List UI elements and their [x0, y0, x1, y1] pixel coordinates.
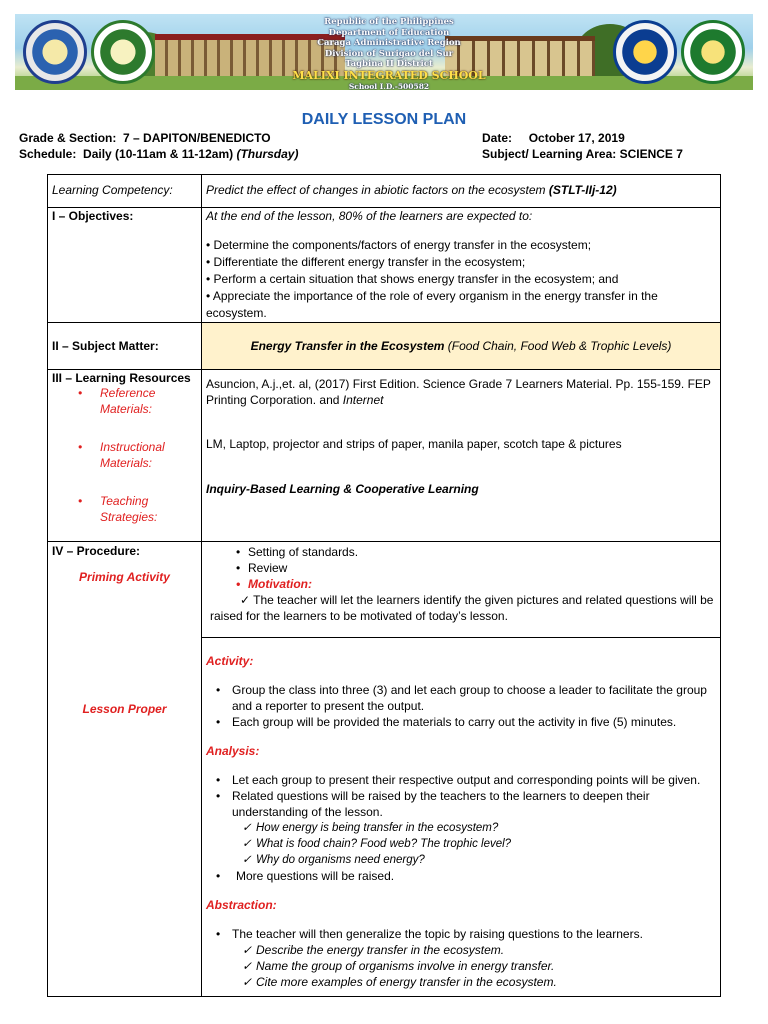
analysis-item: • Related questions will be raised by the teachers to the learners to deepen their understanding of the lesson.: [214, 788, 716, 820]
abstraction-question: ✓ Name the group of organisms involve in energy transfer.: [238, 958, 716, 974]
teaching-text: Inquiry-Based Learning & Cooperative Learning: [206, 482, 479, 496]
resources-row: [48, 370, 721, 542]
objectives-cell: [202, 208, 721, 323]
activity-label: Activity:: [206, 654, 254, 668]
subject-sub: (Food Chain, Food Web & Trophic Levels): [447, 339, 672, 353]
abstraction-label: Abstraction:: [206, 898, 277, 912]
objectives-label: I – Objectives:: [48, 208, 202, 323]
banner-text: [273, 17, 505, 90]
deped-seal-icon: [23, 20, 87, 84]
reference-label: • Reference Materials:: [78, 386, 156, 416]
reference-text: Asuncion, A.j.,et. al, (2017) First Edition. Science Grade 7 Learners Material. Pp. 155-159. FEP Printing Corporation. and Internet: [206, 377, 711, 407]
lesson-proper-label: Lesson Proper: [82, 702, 167, 716]
division-seal-icon: [91, 20, 155, 84]
banner-line: Tagbina II District: [345, 59, 433, 69]
lesson-plan-table: [47, 174, 721, 997]
motivation-text: ✓ The teacher will let the learners identify the given pictures and related questions will be raised for the learners to be motivated of today’s lesson.: [210, 593, 714, 623]
priming-item: • Review: [234, 560, 716, 576]
subject-area-label: Subject/ Learning Area:: [482, 147, 617, 161]
procedure-label-cell: [48, 542, 202, 997]
activity-item: • Each group will be provided the materials to carry out the activity in five (5) minutes.: [214, 714, 716, 730]
instructional-text: LM, Laptop, projector and strips of paper, manila paper, scotch tape & pictures: [206, 437, 622, 451]
subject-matter-label: II – Subject Matter:: [48, 323, 202, 370]
banner-line: Department of Education: [328, 27, 450, 38]
priming-row: [48, 542, 721, 638]
banner-line: Caraga Administrative Region: [317, 38, 461, 48]
objective-item: • Appreciate the importance of the role of every organism in the energy transfer in the ecosystem.: [206, 289, 658, 320]
procedure-label: IV – Procedure:: [52, 544, 141, 558]
resources-cell: [202, 370, 721, 542]
analysis-question: ✓ Why do organisms need energy?: [238, 852, 716, 868]
schedule: [19, 147, 298, 161]
priming-label: Priming Activity: [79, 570, 170, 584]
competency-label: Learning Competency:: [48, 175, 202, 208]
date-label: Date:: [482, 131, 513, 145]
analysis-question: ✓ What is food chain? Food web? The trophic level?: [238, 836, 716, 852]
activity-item: • Group the class into three (3) and let each group to choose a leader to facilitate the group and a reporter to present the output.: [214, 682, 716, 714]
competency-text: Predict the effect of changes in abiotic factors on the ecosystem: [206, 183, 546, 197]
date: [482, 131, 625, 145]
objective-item: • Differentiate the different energy transfer in the ecosystem;: [206, 255, 526, 269]
school-id: School I.D.-500582: [348, 81, 430, 90]
schedule-day: (Thursday): [236, 147, 299, 161]
objectives-intro: At the end of the lesson, 80% of the learners are expected to:: [206, 209, 533, 223]
lesson-proper-cell: [202, 638, 721, 997]
date-value: October 17, 2019: [528, 131, 625, 145]
subject-matter-cell: [202, 323, 721, 370]
objective-item: • Determine the components/factors of energy transfer in the ecosystem;: [206, 238, 592, 252]
competency-code: (STLT-IIj-12): [548, 183, 617, 197]
priming-cell: [202, 542, 721, 638]
abstraction-question: ✓ Describe the energy transfer in the ecosystem.: [238, 942, 716, 958]
motivation-label: • Motivation:: [234, 576, 716, 592]
school-seal-icon: [681, 20, 745, 84]
subject-area: [482, 147, 683, 161]
banner-line: Division of Surigao del Sur: [324, 48, 454, 59]
subject-area-value: SCIENCE 7: [619, 147, 683, 161]
grade-value: 7 – DAPITON/BENEDICTO: [123, 131, 271, 145]
resources-label: III – Learning Resources: [52, 371, 191, 385]
analysis-question: ✓ How energy is being transfer in the ecosystem?: [238, 820, 716, 836]
competency-row: [48, 175, 721, 208]
school-name: MALIXI INTEGRATED SCHOOL: [292, 68, 486, 82]
abstraction-item: • The teacher will then generalize the topic by raising questions to the learners.: [214, 926, 716, 942]
banner-line: Republic of the Philippines: [324, 17, 454, 27]
page-title: DAILY LESSON PLAN: [301, 111, 467, 128]
schedule-label: Schedule:: [19, 147, 77, 161]
objectives-row: [48, 208, 721, 323]
competency-cell: [202, 175, 721, 208]
subject-title: Energy Transfer in the Ecosystem: [250, 339, 445, 353]
instructional-label: • Instructional Materials:: [78, 440, 165, 470]
objective-item: • Perform a certain situation that shows energy transfer in the ecosystem; and: [206, 272, 619, 286]
analysis-label: Analysis:: [206, 744, 260, 758]
teaching-label: • Teaching Strategies:: [78, 494, 158, 524]
schedule-value: Daily (10-11am & 11-12am): [83, 147, 234, 161]
district-seal-icon: [613, 20, 677, 84]
grade-label: Grade & Section:: [19, 131, 117, 145]
resources-label-cell: [48, 370, 202, 542]
priming-item: • Setting of standards.: [234, 544, 716, 560]
abstraction-question: ✓ Cite more examples of energy transfer in the ecosystem.: [238, 974, 716, 990]
analysis-more: • More questions will be raised.: [214, 868, 716, 884]
analysis-item: • Let each group to present their respective output and corresponding points will be given.: [214, 772, 716, 788]
school-banner: [15, 14, 753, 90]
subject-matter-row: [48, 323, 721, 370]
grade-section: [19, 131, 271, 145]
